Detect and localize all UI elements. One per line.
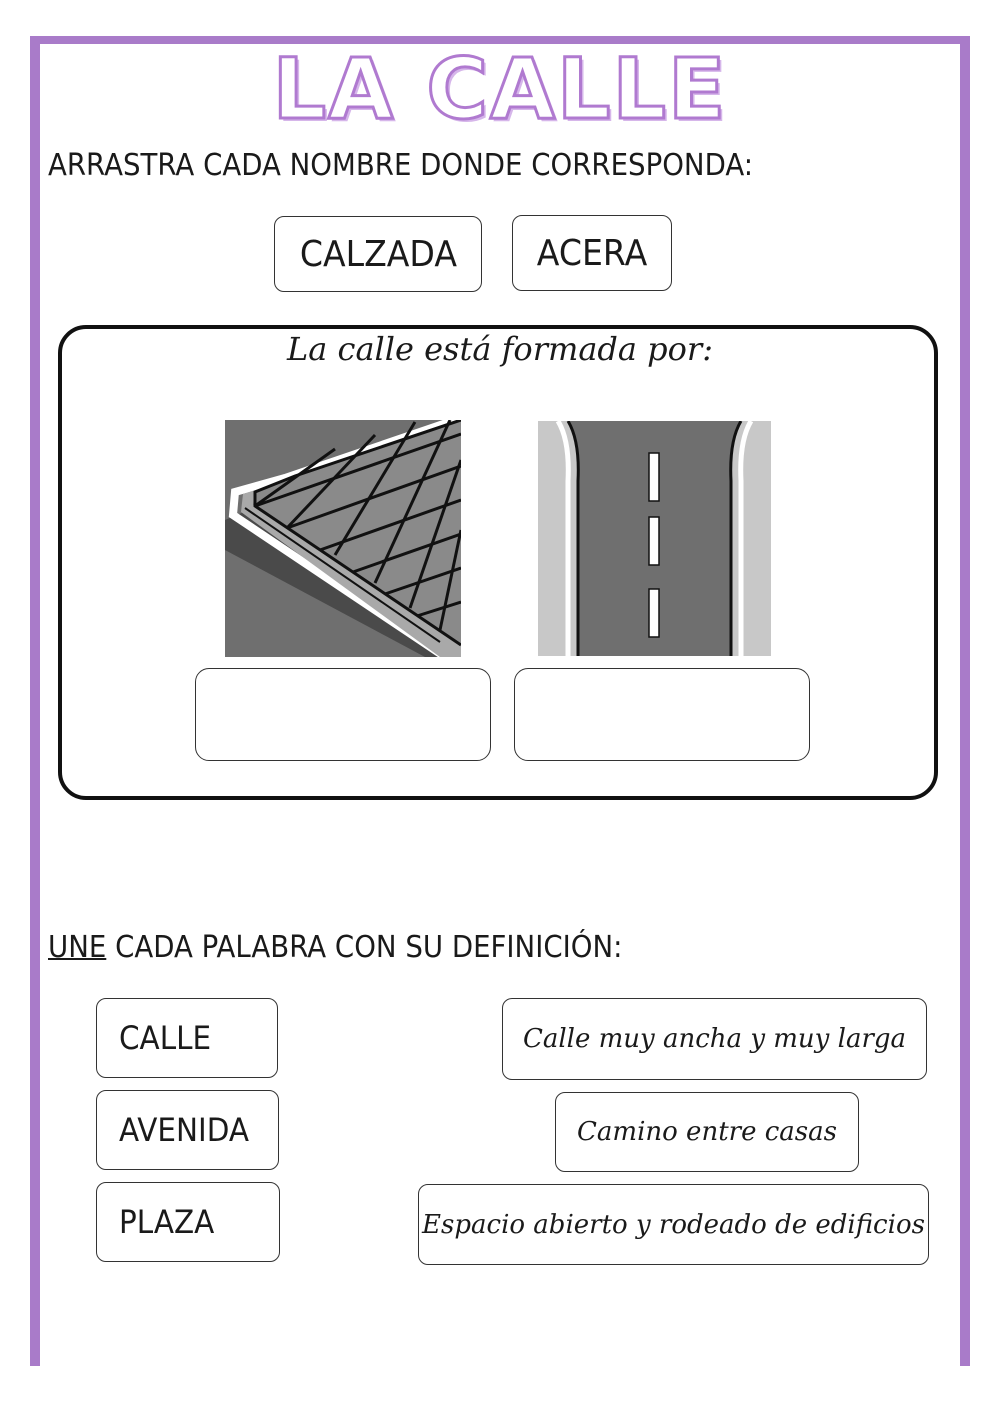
match-instruction-rest: CADA PALABRA CON SU DEFINICIÓN: xyxy=(106,930,623,965)
definition-avenida[interactable]: Calle muy ancha y muy larga xyxy=(502,998,927,1080)
word-tile-acera[interactable] xyxy=(512,215,672,291)
road-image xyxy=(538,421,771,656)
word-tile-label: ACERA xyxy=(536,232,648,274)
word-tile-label: CALZADA xyxy=(299,233,457,275)
match-word-plaza[interactable] xyxy=(96,1182,280,1262)
drag-instruction: ARRASTRA CADA NOMBRE DONDE CORRESPONDA: xyxy=(48,148,754,183)
sidewalk-image xyxy=(225,420,461,657)
match-word-label: PLAZA xyxy=(119,1203,215,1241)
match-word-label: CALLE xyxy=(119,1019,212,1057)
match-instruction xyxy=(48,930,622,965)
definition-plaza[interactable]: Espacio abierto y rodeado de edificios xyxy=(418,1184,929,1265)
word-tile-calzada[interactable] xyxy=(274,216,482,292)
definition-calle[interactable]: Camino entre casas xyxy=(555,1092,859,1172)
page-border-right xyxy=(960,36,970,1366)
match-word-label: AVENIDA xyxy=(119,1111,249,1149)
match-word-avenida[interactable] xyxy=(96,1090,279,1170)
panel-caption: La calle está formada por: xyxy=(287,330,713,368)
match-word-calle[interactable] xyxy=(96,998,278,1078)
drop-zone-sidewalk[interactable] xyxy=(195,668,491,761)
page-title: LA CALLE xyxy=(272,40,728,138)
match-instruction-verb: UNE xyxy=(48,930,107,965)
page-border-left xyxy=(30,36,40,1366)
drop-zone-road[interactable] xyxy=(514,668,810,761)
